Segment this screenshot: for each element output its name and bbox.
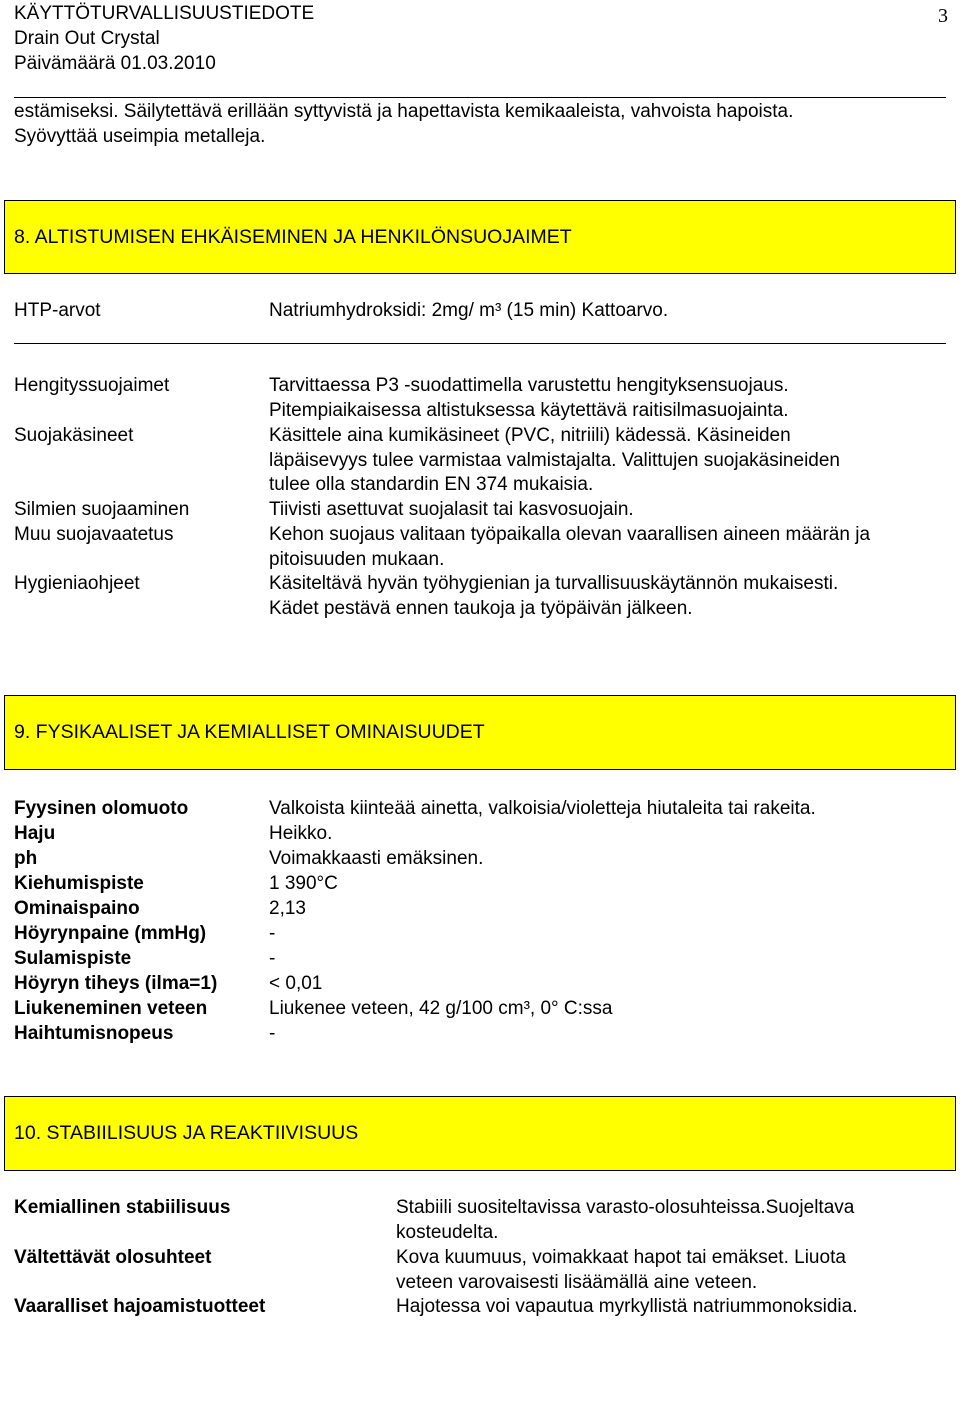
s8-text-line: Kehon suojaus valitaan työpaikalla olevan vaarallisen aineen määrän ja [269,524,871,545]
s8-text-line: Käsittele aina kumikäsineet (PVC, nitriili) kädessä. Käsineiden [269,425,791,446]
label-other: Muu suojavaatetus [14,524,174,545]
label-hygiene: Hygieniaohjeet [14,573,140,594]
label-gloves: Suojakäsineet [14,425,134,446]
document-date: Päivämäärä 01.03.2010 [14,53,216,74]
conditions-label: Vältettävät olosuhteet [14,1247,212,1268]
section-10-band [4,1096,956,1171]
conditions-value-line: veteen varovaisesti lisäämällä aine veteen. [396,1272,758,1293]
s8-text-line: Käsiteltävä hyvän työhygienian ja turvallisuuskäytännön mukaisesti. [269,573,839,594]
section-9-band [4,695,956,770]
label-eyes: Silmien suojaaminen [14,499,190,520]
property-label: Ominaispaino [14,898,140,919]
property-value: Voimakkaasti emäksinen. [269,848,484,869]
page-number: 3 [938,5,948,27]
property-label: Haju [14,823,56,844]
property-value: - [269,1023,276,1044]
property-value: < 0,01 [269,973,323,994]
section-8-title: 8. ALTISTUMISEN EHKÄISEMINEN JA HENKILÖNSUOJAIMET [14,226,572,248]
htp-rule [14,343,946,344]
property-value: - [269,948,276,969]
label-breathing: Hengityssuojaimet [14,375,170,396]
s8-text-line: läpäisevyys tulee varmistaa valmistajalta. Valittujen suojakäsineiden [269,450,840,471]
section-8-band [4,200,956,274]
property-label: ph [14,848,38,869]
product-name: Drain Out Crystal [14,28,160,49]
conditions-value-line: Kova kuumuus, voimakkaat hapot tai emäkset. Liuota [396,1247,846,1268]
property-label: Fyysinen olomuoto [14,798,189,819]
intro-line-1: estämiseksi. Säilytettävä erillään syttyvistä ja hapettavista kemikaaleista, vahvoista hapoista. [14,101,794,122]
s8-text-line: tulee olla standardin EN 374 mukaisia. [269,474,594,495]
property-label: Liukeneminen veteen [14,998,208,1019]
stability-value-line: kosteudelta. [396,1222,499,1243]
s8-text-line: Pitempiaikaisessa altistuksessa käytettävä raitisilmasuojainta. [269,400,789,421]
htp-label: HTP-arvot [14,300,101,321]
property-value: Valkoista kiinteää ainetta, valkoisia/violetteja hiutaleita tai rakeita. [269,798,816,819]
property-label: Höyrynpaine (mmHg) [14,923,207,944]
property-label: Kiehumispiste [14,873,144,894]
property-label: Sulamispiste [14,948,132,969]
section-10-title: 10. STABIILISUUS JA REAKTIIVISUUS [14,1122,359,1144]
document-title: KÄYTTÖTURVALLISUUSTIEDOTE [14,3,315,24]
property-label: Haihtumisnopeus [14,1023,174,1044]
property-value: 2,13 [269,898,306,919]
stability-label: Kemiallinen stabiilisuus [14,1197,231,1218]
decomposition-value-line: Hajotessa voi vapautua myrkyllistä natriummonoksidia. [396,1296,858,1317]
intro-line-2: Syövyttää useimpia metalleja. [14,126,266,147]
decomposition-label: Vaaralliset hajoamistuotteet [14,1296,266,1317]
property-label: Höyryn tiheys (ilma=1) [14,973,218,994]
property-value: Heikko. [269,823,333,844]
header-rule [14,97,946,98]
s8-text-line: Tiivisti asettuvat suojalasit tai kasvosuojain. [269,499,634,520]
stability-value-line: Stabiili suositeltavissa varasto-olosuhteissa.Suojeltava [396,1197,855,1218]
property-value: Liukenee veteen, 42 g/100 cm³, 0° C:ssa [269,998,613,1019]
property-value: - [269,923,276,944]
s8-text-line: Kädet pestävä ennen taukoja ja työpäivän jälkeen. [269,598,693,619]
s8-text-line: pitoisuuden mukaan. [269,549,445,570]
section-9-title: 9. FYSIKAALISET JA KEMIALLISET OMINAISUUDET [14,721,485,743]
s8-text-line: Tarvittaessa P3 -suodattimella varustettu hengityksensuojaus. [269,375,789,396]
htp-value: Natriumhydroksidi: 2mg/ m³ (15 min) Kattoarvo. [269,300,669,321]
property-value: 1 390°C [269,873,338,894]
